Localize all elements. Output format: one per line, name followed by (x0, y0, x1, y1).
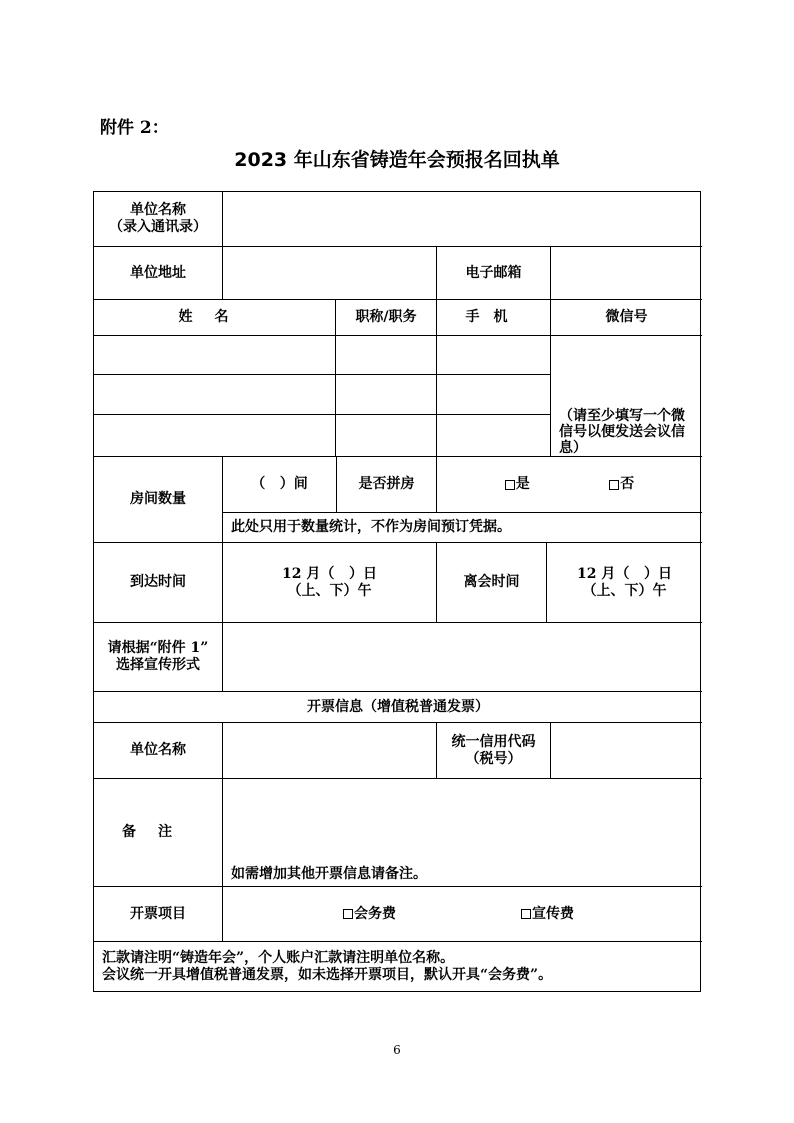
col-header-wechat (551, 300, 702, 336)
invoice-item-options (223, 887, 702, 942)
credit-code-label (437, 723, 551, 779)
share-room-label-text: 是否拼房 (358, 476, 415, 492)
share-room-label (337, 457, 437, 513)
invoice-item-label-text: 开票项目 (130, 905, 186, 922)
footer-note-2: 会议统一开具增值税普通发票，如未选择开票项目，默认开具“会务费”。 (102, 966, 553, 983)
email-label (437, 247, 551, 300)
share-yes-label: 是 (515, 476, 530, 492)
attachment-label: 附件 2： (100, 118, 169, 138)
address-label (94, 247, 223, 300)
attendee-title-field-2[interactable] (336, 375, 437, 415)
checkbox-icon[interactable] (343, 909, 353, 919)
rooms-count-field[interactable] (223, 457, 337, 513)
invoice-promo-label: 宣传费 (532, 905, 574, 922)
page-number: 6 (393, 1043, 401, 1057)
arrival-ampm: （上、下）午 (287, 582, 372, 599)
departure-time-field[interactable] (547, 543, 702, 623)
invoice-section-header (94, 692, 702, 723)
promo-label (94, 623, 223, 692)
attendee-phone-field-1[interactable] (437, 336, 551, 375)
unit-name-field[interactable] (223, 192, 702, 247)
checkbox-icon[interactable] (521, 909, 531, 919)
arrival-label-text: 到达时间 (130, 574, 186, 590)
invoice-meeting-option[interactable] (343, 906, 396, 923)
arrival-date: 12 月（ ）日 (282, 565, 377, 582)
attendee-name-field-1[interactable] (94, 336, 336, 375)
checkbox-icon[interactable] (505, 480, 515, 490)
rooms-count-text: （ ）间 (251, 476, 308, 492)
attendee-title-field-1[interactable] (336, 336, 437, 375)
share-yes-option[interactable] (505, 476, 530, 493)
rooms-label (94, 457, 223, 543)
share-no-option[interactable] (609, 476, 634, 493)
credit-code-field[interactable] (551, 723, 702, 779)
rooms-label-text: 房间数量 (130, 491, 186, 507)
share-no-label: 否 (620, 476, 635, 492)
invoice-header-text: 开票信息（增值税普通发票） (307, 698, 489, 715)
invoice-promo-option[interactable] (521, 906, 574, 923)
departure-label (437, 543, 547, 623)
departure-date: 12 月（ ）日 (577, 565, 672, 582)
invoice-unit-label-text: 单位名称 (130, 742, 186, 758)
footer-notes (94, 942, 700, 991)
attendee-phone-field-2[interactable] (437, 375, 551, 415)
registration-form (93, 191, 701, 992)
promo-label-line1: 请根据“附件 1” (107, 640, 209, 656)
col-header-title (336, 300, 437, 336)
credit-code-label-line1: 统一信用代码 (451, 733, 536, 750)
remarks-field[interactable] (223, 779, 702, 887)
form-title: 2023 年山东省铸造年会预报名回执单 (234, 149, 560, 171)
checkbox-icon[interactable] (609, 480, 619, 490)
col-header-phone (437, 300, 551, 336)
wechat-field[interactable] (551, 336, 702, 457)
invoice-meeting-label: 会务费 (354, 905, 396, 922)
remarks-label-text: 备注 (122, 824, 194, 840)
credit-code-label-line2: （税号） (465, 750, 522, 767)
rooms-note (223, 513, 702, 543)
address-label-text: 单位地址 (130, 264, 186, 281)
attendee-name-field-3[interactable] (94, 415, 336, 457)
share-room-options (437, 457, 702, 513)
email-field[interactable] (551, 247, 702, 300)
attendee-phone-field-3[interactable] (437, 415, 551, 457)
departure-ampm: （上、下）午 (582, 582, 667, 599)
promo-field[interactable] (223, 623, 702, 692)
invoice-unit-label (94, 723, 223, 779)
footer-note-1: 汇款请注明“铸造年会”，个人账户汇款请注明单位名称。 (102, 949, 455, 966)
remarks-note: 如需增加其他开票信息请备注。 (231, 866, 427, 882)
col-header-name-text: 姓名 (178, 309, 251, 325)
arrival-time-field[interactable] (223, 543, 437, 623)
rooms-note-text: 此处只用于数量统计，不作为房间预订凭据。 (231, 519, 511, 535)
arrival-label (94, 543, 223, 623)
unit-name-label-line2: （录入通讯录） (109, 219, 207, 235)
attendee-title-field-3[interactable] (336, 415, 437, 457)
col-header-phone-text: 手机 (465, 309, 522, 325)
invoice-item-label (94, 887, 223, 942)
address-field[interactable] (223, 247, 437, 300)
promo-label-line2: 选择宣传形式 (115, 657, 200, 673)
email-label-text: 电子邮箱 (465, 264, 522, 281)
invoice-unit-field[interactable] (223, 723, 437, 779)
departure-label-text: 离会时间 (463, 574, 520, 590)
unit-name-label-line1: 单位名称 (130, 202, 186, 218)
col-header-name (94, 300, 336, 336)
remarks-label (94, 779, 223, 887)
unit-name-label (94, 192, 223, 247)
col-header-title-text: 职称/职务 (355, 309, 417, 325)
attendee-name-field-2[interactable] (94, 375, 336, 415)
col-header-wechat-text: 微信号 (605, 309, 648, 325)
wechat-note: （请至少填写一个微信号以便发送会议信息） (559, 408, 685, 456)
